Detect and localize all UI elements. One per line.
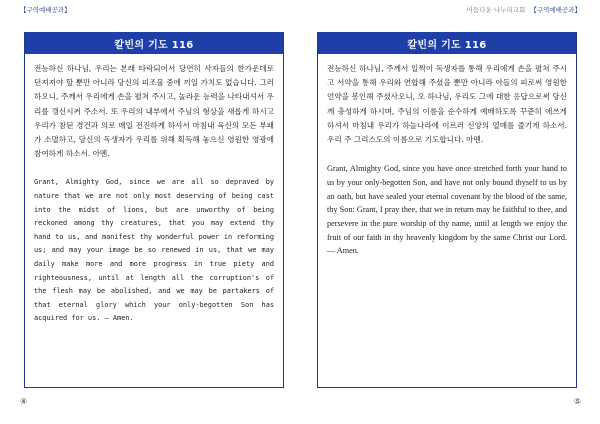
page-number: ④	[20, 397, 28, 406]
corner-tag-label: 【구역예배공과】	[530, 6, 581, 14]
prayer-box	[317, 32, 577, 388]
page-number: ⑤	[573, 397, 581, 406]
prayer-body	[25, 54, 283, 326]
prayer-title: 칼빈의 기도 116	[25, 32, 283, 54]
right-page	[309, 0, 585, 420]
english-prayer-text: Grant, Almighty God, since we are all so depraved by nature that we are not only most deserving of being cast into the midst of lions, but are unworthy of being reckoned among thy creatures, that you may extend thy hand to us, and manifest thy wonderful power in reforming us; and may your image be so renewed in us, that we may daily make more and more progress in true piety and righteousness, until at length all the corruption's of the flesh may be abolished, and we may be partakers of that eternal glory which your only-begotten Son has acquired for us. — Amen.	[34, 178, 274, 323]
prayer-title: 칼빈의 기도 116	[318, 32, 576, 54]
corner-tag	[467, 5, 581, 14]
korean-prayer-text: 전능하신 하나님, 주께서 일찍이 독생자를 통해 우리에게 손을 펼쳐 주시고 서약을 통해 우리와 연합해 주셨을 뿐만 아니라 아들의 피로써 영원한 언약을 봉인해 주셨사오니, 오 하나님, 우리도 그에 대한 응답으로써 당신께 충성하게 하시며, 주님의 이름을 순수하게 예배하도록 꾸준히 애쓰게 하셔서 마침내 우리가 하늘나라에 이르러 신앙의 열매를 즐기게 하소서. 우리 주 그리스도의 이름으로 기도합니다. 아멘.	[327, 64, 567, 145]
corner-tag-label: 【구역예배공과】	[20, 6, 71, 14]
left-page	[16, 0, 292, 420]
english-prayer-text: Grant, Almighty God, since you have once stretched forth your hand to us by your only-begotten Son, and have not only bound thyself to us by an oath, but have sealed your eternal covenant by the blood of the same, thy Son: Grant, I pray thee, that we in return may be faithful to thee, and persevere in the pure worship of thy name, until at length we enjoy the fruit of our faith in thy heavenly kingdom by the same Christ our Lord. — Amen.	[327, 164, 567, 256]
prayer-box	[24, 32, 284, 388]
corner-tag	[20, 5, 71, 14]
korean-prayer-text: 전능하신 하나님, 우리는 본래 타락되어서 당연히 사자들의 한가운데로 던져져야 할 뿐만 아니라 당신의 피조물 중에 끼일 가치도 없습니다. 그러하오니, 주께서 우리에게 손을 펼쳐 주시고, 놀라운 능력을 나타내셔서 우리를 갱신시켜 주소서. 또 우리의 내부에서 주님의 형상을 새롭게 하시고 우리가 참된 경건과 의로 매일 전진하게 하셔서 마침내 육신의 모든 부패가 소멸하고, 당신의 독생자가 우리를 위해 획득해 놓으신 영원한 영광에 참여하게 하소서. 아멘.	[34, 64, 274, 159]
church-name: 어둠다운 나누리교회	[466, 6, 526, 14]
prayer-body	[318, 54, 576, 258]
